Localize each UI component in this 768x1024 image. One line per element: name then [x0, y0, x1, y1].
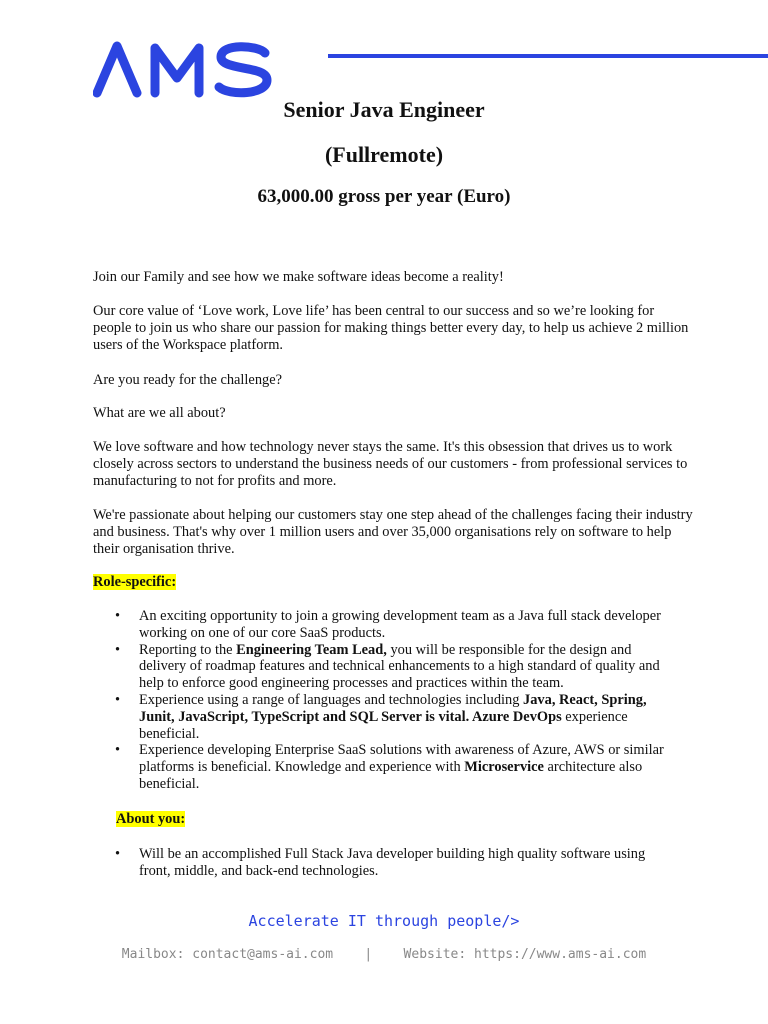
- challenge-question: Are you ready for the challenge?: [93, 372, 282, 388]
- role-heading: [93, 574, 693, 591]
- role-heading-label: Role-specific:: [93, 574, 177, 590]
- about-list: [139, 846, 679, 880]
- role-bullet-4-post: architecture also beneficial.: [139, 759, 643, 792]
- role-bullet-2: [139, 642, 679, 692]
- role-bullet-3-pre: Experience using a range of languages and technologies including: [139, 691, 524, 708]
- software-paragraph: We love software and how technology never stays the same. It's this obsession that drives us to work closely across sectors to understand the business needs of our customers - from professional services to manufacturing to not for profits and more.: [93, 439, 688, 489]
- about-heading: [116, 811, 716, 828]
- role-list: [139, 608, 679, 793]
- role-bullet-3-bold: Java, React, Spring, Junit, JavaScript, TypeScript and SQL Server is vital. Azure DevOps: [139, 691, 647, 725]
- role-bullet-2-bold: Engineering Team Lead,: [236, 641, 387, 658]
- footer-contact: Mailbox: contact@ams-ai.com | Website: https://www.ams-ai.com: [121, 947, 647, 962]
- about-question: What are we all about?: [93, 405, 226, 421]
- role-bullet-2-pre: Reporting to the: [139, 641, 237, 658]
- footer-tagline: Accelerate IT through people/>: [248, 912, 520, 930]
- header-rule: [328, 54, 768, 58]
- about-bullet-1: [139, 846, 679, 880]
- customers-paragraph: We're passionate about helping our customers stay one step ahead of the challenges facing their industry and business. That's why over 1 million users and over 35,000 organisations rely on software to help their organisation thrive.: [93, 507, 693, 557]
- job-title: Senior Java Engineer: [283, 97, 485, 122]
- job-title-remote: (Fullremote): [324, 142, 444, 167]
- salary: 63,000.00 gross per year (Euro): [257, 186, 511, 207]
- role-bullet-4-bold: Microservice: [464, 759, 544, 776]
- role-bullet-1-text: An exciting opportunity to join a growing development team as a Java full stack developer working on one of our core SaaS products.: [139, 608, 661, 641]
- about-heading-label: About you:: [116, 811, 186, 827]
- role-bullet-2-post: you will be responsible for the design and delivery of roadmap features and technical enhancements to a high standard of quality and help to enforce good engineering processes and practices within the team.: [139, 641, 660, 692]
- intro-paragraph: Join our Family and see how we make software ideas become a reality!: [93, 269, 504, 285]
- core-value-paragraph: Our core value of ‘Love work, Love life’ has been central to our success and so we’re looking for people to join us who share our passion for making things better every day, to help us achieve 2 million users of the Workspace platform.: [93, 303, 689, 353]
- about-bullet-1-text: Will be an accomplished Full Stack Java developer building high quality software using front, middle, and back-end technologies.: [139, 846, 646, 879]
- role-bullet-3-post: experience beneficial.: [139, 708, 628, 742]
- ams-logo: [93, 40, 275, 98]
- role-bullet-1: [139, 608, 679, 642]
- role-bullet-3: [139, 692, 679, 742]
- role-bullet-4: [139, 742, 679, 792]
- role-bullet-4-pre: Experience developing Enterprise SaaS solutions with awareness of Azure, AWS or similar platforms is beneficial. Knowledge and experience with: [139, 742, 664, 776]
